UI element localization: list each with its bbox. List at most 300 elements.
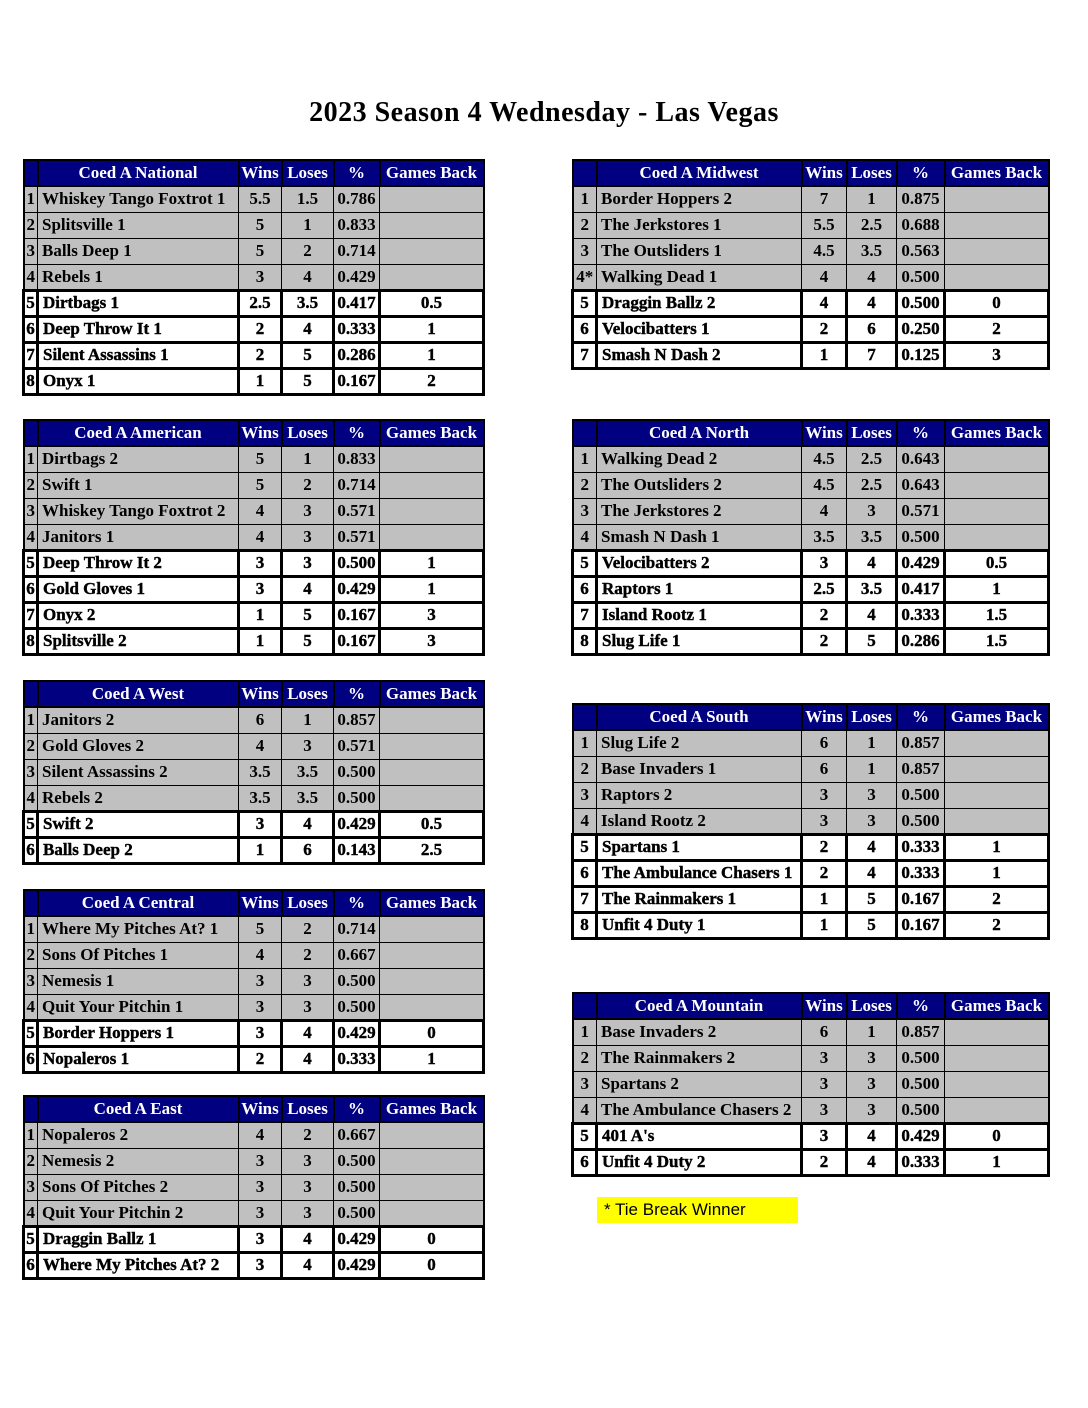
wins-cell: 1 bbox=[239, 628, 282, 654]
rank-cell: 6 bbox=[573, 316, 597, 342]
rank-cell: 4 bbox=[573, 524, 597, 550]
loses-cell: 5 bbox=[282, 628, 334, 654]
wins-cell: 1 bbox=[802, 342, 847, 368]
loses-cell: 1 bbox=[847, 186, 897, 212]
loses-cell: 4 bbox=[282, 576, 334, 602]
division-title: Coed A South bbox=[597, 704, 802, 730]
rank-cell: 2 bbox=[24, 733, 38, 759]
loses-cell: 4 bbox=[847, 1149, 897, 1175]
wins-cell: 6 bbox=[802, 756, 847, 782]
wins-cell: 4 bbox=[239, 942, 282, 968]
table-row bbox=[24, 186, 484, 212]
loses-cell: 3.5 bbox=[282, 785, 334, 811]
table-row bbox=[24, 446, 484, 472]
wins-cell: 2 bbox=[802, 1149, 847, 1175]
pct-cell: 0.500 bbox=[334, 785, 380, 811]
games-back-cell: 1 bbox=[945, 860, 1049, 886]
standings-table bbox=[22, 680, 485, 865]
wins-cell: 2 bbox=[802, 602, 847, 628]
table-row bbox=[24, 316, 484, 342]
table-coed-a-national bbox=[22, 159, 485, 396]
table-row bbox=[24, 707, 484, 733]
loses-cell: 3 bbox=[847, 782, 897, 808]
pct-cell: 0.333 bbox=[334, 316, 380, 342]
rank-cell: 6 bbox=[573, 576, 597, 602]
rank-cell: 8 bbox=[24, 368, 38, 394]
pct-cell: 0.500 bbox=[334, 994, 380, 1020]
rank-cell: 3 bbox=[24, 968, 38, 994]
table-row bbox=[24, 576, 484, 602]
pct-cell: 0.500 bbox=[897, 1097, 945, 1123]
pct-cell: 0.875 bbox=[897, 186, 945, 212]
loses-cell: 5 bbox=[847, 912, 897, 938]
pct-cell: 0.643 bbox=[897, 472, 945, 498]
games-back-cell: 1 bbox=[380, 550, 484, 576]
team-name-cell: Sons Of Pitches 1 bbox=[38, 942, 239, 968]
rank-cell: 3 bbox=[573, 1071, 597, 1097]
wins-cell: 3 bbox=[239, 994, 282, 1020]
rank-cell: 2 bbox=[24, 1148, 38, 1174]
table-row bbox=[24, 1252, 484, 1278]
table-row bbox=[573, 550, 1049, 576]
standings-table bbox=[571, 992, 1050, 1177]
table-row bbox=[573, 1045, 1049, 1071]
rank-cell: 4* bbox=[573, 264, 597, 290]
pct-cell: 0.857 bbox=[897, 730, 945, 756]
games-back-cell bbox=[945, 186, 1049, 212]
rank-cell: 1 bbox=[24, 707, 38, 733]
games-back-cell: 1.5 bbox=[945, 628, 1049, 654]
games-back-cell: 1 bbox=[380, 342, 484, 368]
games-back-cell: 1 bbox=[380, 316, 484, 342]
rank-cell: 3 bbox=[24, 238, 38, 264]
rank-cell: 1 bbox=[573, 186, 597, 212]
table-row bbox=[573, 212, 1049, 238]
loses-cell: 3 bbox=[282, 550, 334, 576]
wins-cell: 5.5 bbox=[239, 186, 282, 212]
rank-header bbox=[24, 420, 38, 446]
table-row bbox=[24, 524, 484, 550]
table-coed-a-north bbox=[571, 419, 1050, 656]
games-back-cell bbox=[945, 1045, 1049, 1071]
team-name-cell: Smash N Dash 2 bbox=[597, 342, 802, 368]
games-back-cell bbox=[945, 756, 1049, 782]
rank-cell: 6 bbox=[573, 1149, 597, 1175]
team-name-cell: Dirtbags 1 bbox=[38, 290, 239, 316]
rank-cell: 5 bbox=[573, 1123, 597, 1149]
pct-cell: 0.250 bbox=[897, 316, 945, 342]
games-back-cell: 1 bbox=[945, 834, 1049, 860]
loses-cell: 2.5 bbox=[847, 212, 897, 238]
division-title: Coed A East bbox=[38, 1096, 239, 1122]
loses-header: Loses bbox=[847, 704, 897, 730]
loses-cell: 4 bbox=[282, 1252, 334, 1278]
team-name-cell: Janitors 2 bbox=[38, 707, 239, 733]
table-row bbox=[573, 472, 1049, 498]
rank-cell: 1 bbox=[24, 916, 38, 942]
wins-cell: 1 bbox=[802, 912, 847, 938]
team-name-cell: Quit Your Pitchin 1 bbox=[38, 994, 239, 1020]
table-row bbox=[24, 759, 484, 785]
pct-cell: 0.429 bbox=[897, 1123, 945, 1149]
loses-cell: 2.5 bbox=[847, 446, 897, 472]
pct-cell: 0.833 bbox=[334, 212, 380, 238]
games-back-cell bbox=[945, 238, 1049, 264]
wins-header: Wins bbox=[802, 420, 847, 446]
table-row bbox=[573, 186, 1049, 212]
pct-cell: 0.857 bbox=[334, 707, 380, 733]
pct-header: % bbox=[334, 890, 380, 916]
team-name-cell: Deep Throw It 2 bbox=[38, 550, 239, 576]
team-name-cell: The Ambulance Chasers 2 bbox=[597, 1097, 802, 1123]
games-back-cell bbox=[380, 1148, 484, 1174]
pct-cell: 0.786 bbox=[334, 186, 380, 212]
rank-cell: 1 bbox=[24, 446, 38, 472]
table-row bbox=[24, 472, 484, 498]
pct-cell: 0.500 bbox=[334, 968, 380, 994]
team-name-cell: Spartans 1 bbox=[597, 834, 802, 860]
table-row bbox=[24, 264, 484, 290]
loses-cell: 4 bbox=[847, 1123, 897, 1149]
loses-cell: 3.5 bbox=[282, 759, 334, 785]
table-row bbox=[24, 733, 484, 759]
team-name-cell: Gold Gloves 2 bbox=[38, 733, 239, 759]
wins-cell: 4 bbox=[239, 498, 282, 524]
table-row bbox=[573, 730, 1049, 756]
loses-cell: 3.5 bbox=[847, 576, 897, 602]
pct-cell: 0.571 bbox=[334, 524, 380, 550]
table-row bbox=[24, 498, 484, 524]
games-back-cell: 0.5 bbox=[945, 550, 1049, 576]
wins-cell: 2 bbox=[239, 316, 282, 342]
division-title: Coed A Central bbox=[38, 890, 239, 916]
rank-cell: 5 bbox=[24, 550, 38, 576]
team-name-cell: Slug Life 1 bbox=[597, 628, 802, 654]
pct-header: % bbox=[334, 160, 380, 186]
wins-cell: 3 bbox=[802, 782, 847, 808]
loses-cell: 3 bbox=[847, 808, 897, 834]
games-back-header: Games Back bbox=[380, 1096, 484, 1122]
pct-cell: 0.643 bbox=[897, 446, 945, 472]
table-row bbox=[573, 834, 1049, 860]
pct-header: % bbox=[897, 420, 945, 446]
table-row bbox=[24, 628, 484, 654]
loses-cell: 4 bbox=[282, 811, 334, 837]
games-back-cell bbox=[945, 808, 1049, 834]
loses-cell: 3 bbox=[282, 1148, 334, 1174]
rank-cell: 2 bbox=[573, 472, 597, 498]
rank-cell: 2 bbox=[24, 212, 38, 238]
pct-cell: 0.167 bbox=[334, 628, 380, 654]
team-name-cell: Silent Assassins 1 bbox=[38, 342, 239, 368]
loses-header: Loses bbox=[282, 1096, 334, 1122]
pct-cell: 0.714 bbox=[334, 916, 380, 942]
games-back-cell: 0.5 bbox=[380, 811, 484, 837]
pct-cell: 0.571 bbox=[897, 498, 945, 524]
pct-cell: 0.429 bbox=[334, 811, 380, 837]
wins-header: Wins bbox=[239, 420, 282, 446]
wins-cell: 5 bbox=[239, 916, 282, 942]
loses-cell: 6 bbox=[847, 316, 897, 342]
pct-cell: 0.417 bbox=[334, 290, 380, 316]
games-back-cell: 1 bbox=[945, 576, 1049, 602]
team-name-cell: Splitsville 1 bbox=[38, 212, 239, 238]
loses-cell: 4 bbox=[847, 602, 897, 628]
games-back-cell bbox=[380, 238, 484, 264]
team-name-cell: The Rainmakers 1 bbox=[597, 886, 802, 912]
pct-cell: 0.333 bbox=[334, 1046, 380, 1072]
table-row bbox=[573, 342, 1049, 368]
pct-cell: 0.167 bbox=[897, 912, 945, 938]
rank-cell: 6 bbox=[24, 1252, 38, 1278]
team-name-cell: Unfit 4 Duty 2 bbox=[597, 1149, 802, 1175]
tie-break-note: * Tie Break Winner bbox=[597, 1197, 798, 1223]
team-name-cell: Spartans 2 bbox=[597, 1071, 802, 1097]
wins-cell: 6 bbox=[802, 730, 847, 756]
rank-cell: 1 bbox=[573, 730, 597, 756]
table-coed-a-west bbox=[22, 680, 485, 865]
loses-cell: 3 bbox=[282, 968, 334, 994]
games-back-cell bbox=[380, 1200, 484, 1226]
games-back-cell: 0.5 bbox=[380, 290, 484, 316]
team-name-cell: Unfit 4 Duty 1 bbox=[597, 912, 802, 938]
pct-cell: 0.833 bbox=[334, 446, 380, 472]
rank-cell: 7 bbox=[24, 342, 38, 368]
games-back-cell bbox=[945, 212, 1049, 238]
rank-cell: 4 bbox=[24, 264, 38, 290]
loses-cell: 5 bbox=[282, 602, 334, 628]
games-back-cell: 0 bbox=[380, 1226, 484, 1252]
wins-header: Wins bbox=[239, 160, 282, 186]
games-back-cell: 3 bbox=[380, 602, 484, 628]
rank-cell: 5 bbox=[24, 1226, 38, 1252]
rank-cell: 5 bbox=[573, 290, 597, 316]
table-row bbox=[24, 368, 484, 394]
wins-cell: 4 bbox=[802, 498, 847, 524]
team-name-cell: Balls Deep 2 bbox=[38, 837, 239, 863]
pct-cell: 0.500 bbox=[897, 808, 945, 834]
table-row bbox=[573, 498, 1049, 524]
table-row bbox=[573, 446, 1049, 472]
wins-header: Wins bbox=[802, 704, 847, 730]
wins-cell: 3 bbox=[239, 1174, 282, 1200]
wins-cell: 4 bbox=[802, 264, 847, 290]
table-coed-a-midwest bbox=[571, 159, 1050, 370]
wins-cell: 3.5 bbox=[239, 785, 282, 811]
wins-cell: 3 bbox=[802, 1071, 847, 1097]
rank-cell: 2 bbox=[24, 942, 38, 968]
games-back-cell: 1 bbox=[945, 1149, 1049, 1175]
team-name-cell: Smash N Dash 1 bbox=[597, 524, 802, 550]
games-back-cell: 3 bbox=[380, 628, 484, 654]
wins-cell: 1 bbox=[239, 837, 282, 863]
table-row bbox=[24, 916, 484, 942]
loses-cell: 3 bbox=[282, 524, 334, 550]
rank-header bbox=[24, 681, 38, 707]
games-back-cell: 1.5 bbox=[945, 602, 1049, 628]
rank-cell: 7 bbox=[573, 886, 597, 912]
games-back-cell bbox=[945, 1071, 1049, 1097]
wins-cell: 3 bbox=[802, 1123, 847, 1149]
rank-cell: 5 bbox=[573, 550, 597, 576]
team-name-cell: Where My Pitches At? 1 bbox=[38, 916, 239, 942]
wins-cell: 3 bbox=[239, 550, 282, 576]
loses-cell: 3 bbox=[847, 498, 897, 524]
loses-cell: 3 bbox=[282, 1174, 334, 1200]
table-row bbox=[573, 886, 1049, 912]
rank-cell: 3 bbox=[573, 782, 597, 808]
pct-cell: 0.417 bbox=[897, 576, 945, 602]
loses-header: Loses bbox=[282, 681, 334, 707]
pct-cell: 0.429 bbox=[334, 264, 380, 290]
team-name-cell: Island Rootz 2 bbox=[597, 808, 802, 834]
loses-cell: 3 bbox=[282, 1200, 334, 1226]
pct-cell: 0.500 bbox=[897, 782, 945, 808]
rank-header bbox=[573, 160, 597, 186]
standings-table bbox=[22, 889, 485, 1074]
games-back-cell bbox=[945, 472, 1049, 498]
team-name-cell: The Outsliders 2 bbox=[597, 472, 802, 498]
team-name-cell: Nopaleros 1 bbox=[38, 1046, 239, 1072]
wins-cell: 3 bbox=[239, 968, 282, 994]
team-name-cell: Raptors 1 bbox=[597, 576, 802, 602]
pct-cell: 0.429 bbox=[334, 1252, 380, 1278]
team-name-cell: The Jerkstores 1 bbox=[597, 212, 802, 238]
table-coed-a-central bbox=[22, 889, 485, 1074]
division-title: Coed A North bbox=[597, 420, 802, 446]
wins-cell: 4 bbox=[239, 1122, 282, 1148]
games-back-cell bbox=[380, 916, 484, 942]
loses-cell: 2.5 bbox=[847, 472, 897, 498]
wins-cell: 3 bbox=[239, 1226, 282, 1252]
rank-cell: 4 bbox=[24, 1200, 38, 1226]
games-back-cell bbox=[380, 498, 484, 524]
wins-cell: 2 bbox=[802, 860, 847, 886]
wins-cell: 3.5 bbox=[802, 524, 847, 550]
team-name-cell: Quit Your Pitchin 2 bbox=[38, 1200, 239, 1226]
games-back-cell bbox=[945, 730, 1049, 756]
page-title: 2023 Season 4 Wednesday - Las Vegas bbox=[309, 97, 779, 128]
wins-cell: 3 bbox=[802, 808, 847, 834]
rank-cell: 5 bbox=[573, 834, 597, 860]
table-row bbox=[24, 968, 484, 994]
team-name-cell: Rebels 2 bbox=[38, 785, 239, 811]
loses-header: Loses bbox=[282, 160, 334, 186]
loses-cell: 3 bbox=[282, 498, 334, 524]
pct-header: % bbox=[334, 681, 380, 707]
rank-cell: 4 bbox=[24, 994, 38, 1020]
team-name-cell: The Outsliders 1 bbox=[597, 238, 802, 264]
team-name-cell: Onyx 1 bbox=[38, 368, 239, 394]
wins-cell: 4 bbox=[802, 290, 847, 316]
wins-cell: 3 bbox=[239, 1252, 282, 1278]
games-back-cell: 2 bbox=[380, 368, 484, 394]
wins-cell: 5 bbox=[239, 446, 282, 472]
wins-cell: 3 bbox=[239, 811, 282, 837]
pct-cell: 0.500 bbox=[897, 1071, 945, 1097]
table-row bbox=[24, 1122, 484, 1148]
team-name-cell: Walking Dead 1 bbox=[597, 264, 802, 290]
loses-header: Loses bbox=[282, 420, 334, 446]
rank-cell: 5 bbox=[24, 811, 38, 837]
wins-cell: 4 bbox=[239, 524, 282, 550]
games-back-cell bbox=[380, 446, 484, 472]
loses-cell: 4 bbox=[282, 264, 334, 290]
loses-cell: 2 bbox=[282, 238, 334, 264]
pct-cell: 0.667 bbox=[334, 1122, 380, 1148]
table-coed-a-south bbox=[571, 703, 1050, 940]
loses-cell: 2 bbox=[282, 916, 334, 942]
loses-cell: 4 bbox=[847, 550, 897, 576]
team-name-cell: Balls Deep 1 bbox=[38, 238, 239, 264]
team-name-cell: Base Invaders 2 bbox=[597, 1019, 802, 1045]
rank-cell: 1 bbox=[24, 186, 38, 212]
rank-cell: 7 bbox=[573, 602, 597, 628]
games-back-header: Games Back bbox=[380, 890, 484, 916]
loses-cell: 1 bbox=[847, 730, 897, 756]
table-coed-a-east bbox=[22, 1095, 485, 1280]
table-row bbox=[573, 912, 1049, 938]
rank-header bbox=[24, 1096, 38, 1122]
loses-cell: 1 bbox=[282, 212, 334, 238]
pct-cell: 0.500 bbox=[334, 1174, 380, 1200]
wins-cell: 2 bbox=[239, 1046, 282, 1072]
pct-cell: 0.286 bbox=[897, 628, 945, 654]
loses-cell: 4 bbox=[847, 834, 897, 860]
loses-header: Loses bbox=[847, 160, 897, 186]
team-name-cell: 401 A's bbox=[597, 1123, 802, 1149]
table-row bbox=[573, 1123, 1049, 1149]
team-name-cell: The Jerkstores 2 bbox=[597, 498, 802, 524]
wins-cell: 6 bbox=[802, 1019, 847, 1045]
wins-cell: 2 bbox=[802, 316, 847, 342]
loses-cell: 5 bbox=[282, 342, 334, 368]
games-back-cell bbox=[380, 785, 484, 811]
games-back-cell: 2.5 bbox=[380, 837, 484, 863]
loses-cell: 4 bbox=[282, 1226, 334, 1252]
rank-header bbox=[24, 160, 38, 186]
rank-cell: 8 bbox=[573, 628, 597, 654]
pct-cell: 0.500 bbox=[334, 550, 380, 576]
table-row bbox=[24, 837, 484, 863]
games-back-cell bbox=[380, 212, 484, 238]
pct-cell: 0.333 bbox=[897, 834, 945, 860]
table-row bbox=[24, 942, 484, 968]
pct-cell: 0.500 bbox=[897, 1045, 945, 1071]
loses-cell: 4 bbox=[847, 290, 897, 316]
games-back-header: Games Back bbox=[380, 160, 484, 186]
table-row bbox=[24, 550, 484, 576]
wins-header: Wins bbox=[239, 890, 282, 916]
loses-cell: 4 bbox=[847, 264, 897, 290]
games-back-cell bbox=[380, 524, 484, 550]
team-name-cell: Swift 2 bbox=[38, 811, 239, 837]
games-back-cell bbox=[380, 942, 484, 968]
pct-cell: 0.500 bbox=[334, 759, 380, 785]
team-name-cell: Whiskey Tango Foxtrot 1 bbox=[38, 186, 239, 212]
wins-cell: 4.5 bbox=[802, 472, 847, 498]
rank-cell: 6 bbox=[573, 860, 597, 886]
games-back-cell bbox=[945, 1097, 1049, 1123]
pct-cell: 0.333 bbox=[897, 860, 945, 886]
wins-header: Wins bbox=[802, 160, 847, 186]
games-back-cell bbox=[945, 264, 1049, 290]
games-back-cell: 0 bbox=[380, 1020, 484, 1046]
rank-cell: 3 bbox=[24, 759, 38, 785]
games-back-cell: 2 bbox=[945, 886, 1049, 912]
team-name-cell: Nemesis 1 bbox=[38, 968, 239, 994]
pct-cell: 0.688 bbox=[897, 212, 945, 238]
